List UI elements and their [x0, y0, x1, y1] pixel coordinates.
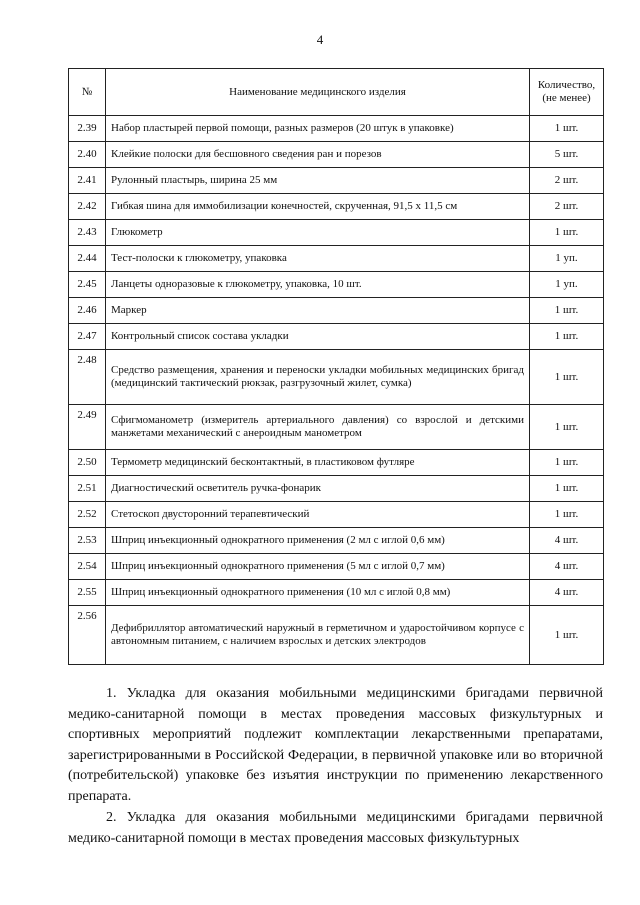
row-number: 2.53 — [69, 528, 106, 554]
row-number: 2.51 — [69, 476, 106, 502]
row-quantity: 2 шт. — [530, 194, 604, 220]
row-item-name: Клейкие полоски для бесшовного сведения ран и порезов — [106, 142, 530, 168]
row-quantity: 4 шт. — [530, 528, 604, 554]
table-row — [69, 554, 604, 580]
row-item-name: Термометр медицинский бесконтактный, в пластиковом футляре — [106, 450, 530, 476]
row-quantity: 1 уп. — [530, 246, 604, 272]
row-item-name: Контрольный список состава укладки — [106, 324, 530, 350]
row-item-name: Тест-полоски к глюкометру, упаковка — [106, 246, 530, 272]
row-number: 2.54 — [69, 554, 106, 580]
table-row — [69, 580, 604, 606]
table-row — [69, 298, 604, 324]
row-item-name: Сфигмоманометр (измеритель артериального давления) со взрослой и детскими манжетами механический с анероидным манометром — [106, 405, 530, 450]
table-row — [69, 142, 604, 168]
row-item-name: Шприц инъекционный однократного применения (5 мл с иглой 0,7 мм) — [106, 554, 530, 580]
row-number: 2.52 — [69, 502, 106, 528]
row-quantity: 1 шт. — [530, 298, 604, 324]
row-item-name: Шприц инъекционный однократного применения (2 мл с иглой 0,6 мм) — [106, 528, 530, 554]
row-item-name: Стетоскоп двусторонний терапевтический — [106, 502, 530, 528]
table-row — [69, 405, 604, 450]
row-item-name: Средство размещения, хранения и переноски укладки мобильных медицинских бригад (медицинский тактический рюкзак, разгрузочный жилет, сумка) — [106, 350, 530, 405]
row-item-name: Дефибриллятор автоматический наружный в герметичном и ударостойчивом корпусе с автономным питанием, с наличием взрослых и детских электродов — [106, 606, 530, 665]
row-number: 2.44 — [69, 246, 106, 272]
row-quantity: 4 шт. — [530, 554, 604, 580]
table-row — [69, 350, 604, 405]
table-row — [69, 450, 604, 476]
row-item-name: Набор пластырей первой помощи, разных размеров (20 штук в упаковке) — [106, 116, 530, 142]
row-quantity: 1 шт. — [530, 405, 604, 450]
row-number: 2.56 — [69, 606, 106, 665]
header-name: Наименование медицинского изделия — [106, 69, 530, 116]
table-row — [69, 194, 604, 220]
row-number: 2.45 — [69, 272, 106, 298]
header-quantity: Количество, (не менее) — [530, 69, 604, 116]
row-quantity: 1 шт. — [530, 116, 604, 142]
row-item-name: Гибкая шина для иммобилизации конечностей, скрученная, 91,5 х 11,5 см — [106, 194, 530, 220]
row-item-name: Шприц инъекционный однократного применения (10 мл с иглой 0,8 мм) — [106, 580, 530, 606]
row-quantity: 1 шт. — [530, 450, 604, 476]
row-item-name: Ланцеты одноразовые к глюкометру, упаковка, 10 шт. — [106, 272, 530, 298]
row-number: 2.49 — [69, 405, 106, 450]
row-item-name: Рулонный пластырь, ширина 25 мм — [106, 168, 530, 194]
row-number: 2.47 — [69, 324, 106, 350]
row-quantity: 2 шт. — [530, 168, 604, 194]
table-row — [69, 168, 604, 194]
table-row — [69, 476, 604, 502]
row-quantity: 1 шт. — [530, 324, 604, 350]
table-row — [69, 116, 604, 142]
page-number: 4 — [316, 32, 324, 47]
note-paragraph-1: 1. Укладка для оказания мобильными медицинскими бригадами первичной медико-санитарной помощи в местах проведения массовых физкультурных и спортивных мероприятий подлежит комплектации лекарственными препаратами, зарегистрированными в Российской Федерации, в первичной упаковке или во вторичной (потребительской) упаковке без изъятия инструкции по применению лекарственного препарата. — [68, 686, 603, 804]
row-item-name: Маркер — [106, 298, 530, 324]
table-row — [69, 528, 604, 554]
row-number: 2.39 — [69, 116, 106, 142]
table-row — [69, 220, 604, 246]
row-number: 2.55 — [69, 580, 106, 606]
row-quantity: 1 шт. — [530, 476, 604, 502]
header-number: № — [69, 69, 106, 116]
medical-items-table — [68, 68, 604, 665]
row-quantity: 1 шт. — [530, 502, 604, 528]
table-row — [69, 246, 604, 272]
table-row — [69, 606, 604, 665]
row-item-name: Глюкометр — [106, 220, 530, 246]
row-number: 2.41 — [69, 168, 106, 194]
row-quantity: 1 шт. — [530, 606, 604, 665]
row-quantity: 1 уп. — [530, 272, 604, 298]
row-quantity: 4 шт. — [530, 580, 604, 606]
row-quantity: 1 шт. — [530, 220, 604, 246]
note-paragraph-2: 2. Укладка для оказания мобильными медицинскими бригадами первичной медико-санитарной помощи в местах проведения массовых физкультурных — [68, 810, 603, 846]
row-number: 2.50 — [69, 450, 106, 476]
table-row — [69, 502, 604, 528]
table-header-row — [69, 69, 604, 116]
row-number: 2.46 — [69, 298, 106, 324]
row-number: 2.48 — [69, 350, 106, 405]
row-quantity: 1 шт. — [530, 350, 604, 405]
row-number: 2.40 — [69, 142, 106, 168]
row-item-name: Диагностический осветитель ручка-фонарик — [106, 476, 530, 502]
row-number: 2.43 — [69, 220, 106, 246]
table-row — [69, 272, 604, 298]
row-quantity: 5 шт. — [530, 142, 604, 168]
table-row — [69, 324, 604, 350]
row-number: 2.42 — [69, 194, 106, 220]
